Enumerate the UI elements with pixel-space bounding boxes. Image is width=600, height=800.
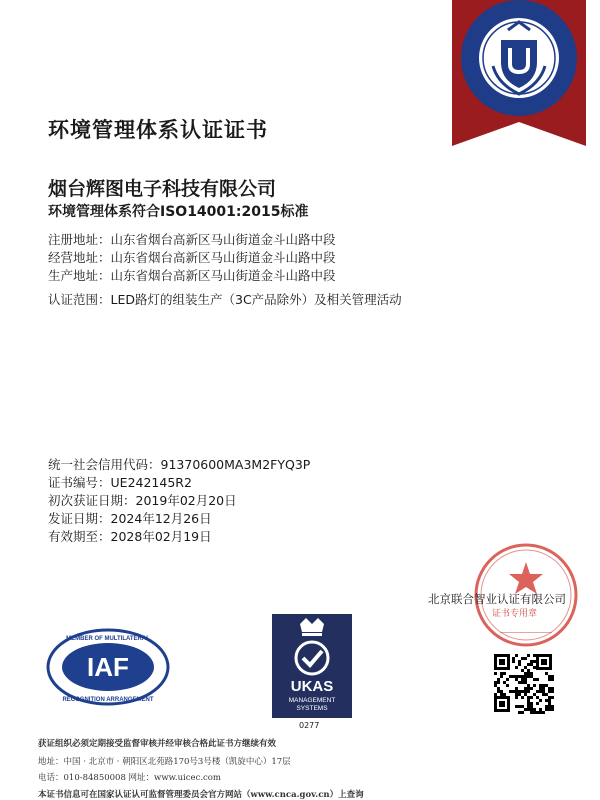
- ukas-logo-icon: [272, 614, 352, 718]
- issue-date: [48, 509, 212, 527]
- initial-certification-date: [48, 491, 237, 509]
- info-label: 初次获证日期：: [48, 493, 136, 508]
- info-value: 2024年12月26日: [110, 511, 212, 526]
- certification-body-badge-icon: [438, 0, 600, 148]
- company-name: 烟台辉图电子科技有限公司: [48, 178, 277, 200]
- expiry-date: [48, 527, 212, 545]
- issuer-contact: 电话：010-84850008 网址：www.uicec.com: [38, 773, 221, 783]
- svg-text:UKAS: UKAS: [290, 678, 334, 695]
- stamp-center-text: 证书专用章: [492, 609, 538, 619]
- certificate-title: 环境管理体系认证证书: [48, 118, 268, 142]
- credit-code: [48, 455, 310, 473]
- info-label: 证书编号：: [48, 475, 111, 490]
- issuing-organization: 北京联合智业认证有限公司: [428, 592, 566, 606]
- verification-notice: 本证书信息可在国家认证认可监督管理委员会官方网站（www.cnca.gov.cn）上查询: [38, 790, 364, 800]
- address-label: 经营地址：: [48, 250, 111, 265]
- info-value: UE242145R2: [110, 475, 192, 490]
- business-address: [48, 248, 336, 266]
- iaf-logo-icon: [46, 628, 170, 706]
- production-address: [48, 266, 336, 284]
- info-value: 2019年02月20日: [135, 493, 237, 508]
- ukas-accreditation-number: 0277: [299, 721, 320, 730]
- info-value: 91370600MA3M2FYQ3P: [160, 457, 311, 472]
- certification-scope: [48, 290, 402, 308]
- address-label: 生产地址：: [48, 268, 111, 283]
- svg-text:RECOGNITION ARRANGEMENT: RECOGNITION ARRANGEMENT: [62, 697, 154, 703]
- standard-statement: 环境管理体系符合ISO14001:2015标准: [48, 204, 309, 220]
- qr-code-icon: [492, 652, 554, 714]
- registered-address: [48, 230, 336, 248]
- certificate-number: [48, 473, 192, 491]
- validity-notice: 获证组织必须定期接受监督审核并经审核合格此证书方继续有效: [38, 739, 277, 749]
- svg-text:MANAGEMENT: MANAGEMENT: [288, 697, 336, 704]
- info-label: 有效期至：: [48, 529, 111, 544]
- svg-text:SYSTEMS: SYSTEMS: [296, 705, 328, 712]
- svg-text:MEMBER OF MULTILATERAL: MEMBER OF MULTILATERAL: [66, 636, 150, 642]
- scope-value: LED路灯的组装生产（3C产品除外）及相关管理活动: [110, 292, 402, 307]
- svg-text:IAF: IAF: [87, 652, 129, 682]
- address-value: 山东省烟台高新区马山街道金斗山路中段: [110, 268, 336, 283]
- address-value: 山东省烟台高新区马山街道金斗山路中段: [110, 250, 336, 265]
- address-value: 山东省烟台高新区马山街道金斗山路中段: [110, 232, 336, 247]
- info-value: 2028年02月19日: [110, 529, 212, 544]
- scope-label: 认证范围：: [48, 292, 111, 307]
- address-label: 注册地址：: [48, 232, 111, 247]
- info-label: 统一社会信用代码：: [48, 457, 161, 472]
- issuer-address: 地址：中国 · 北京市 · 朝阳区北苑路170号3号楼（凯旋中心）17层: [38, 757, 291, 767]
- info-label: 发证日期：: [48, 511, 111, 526]
